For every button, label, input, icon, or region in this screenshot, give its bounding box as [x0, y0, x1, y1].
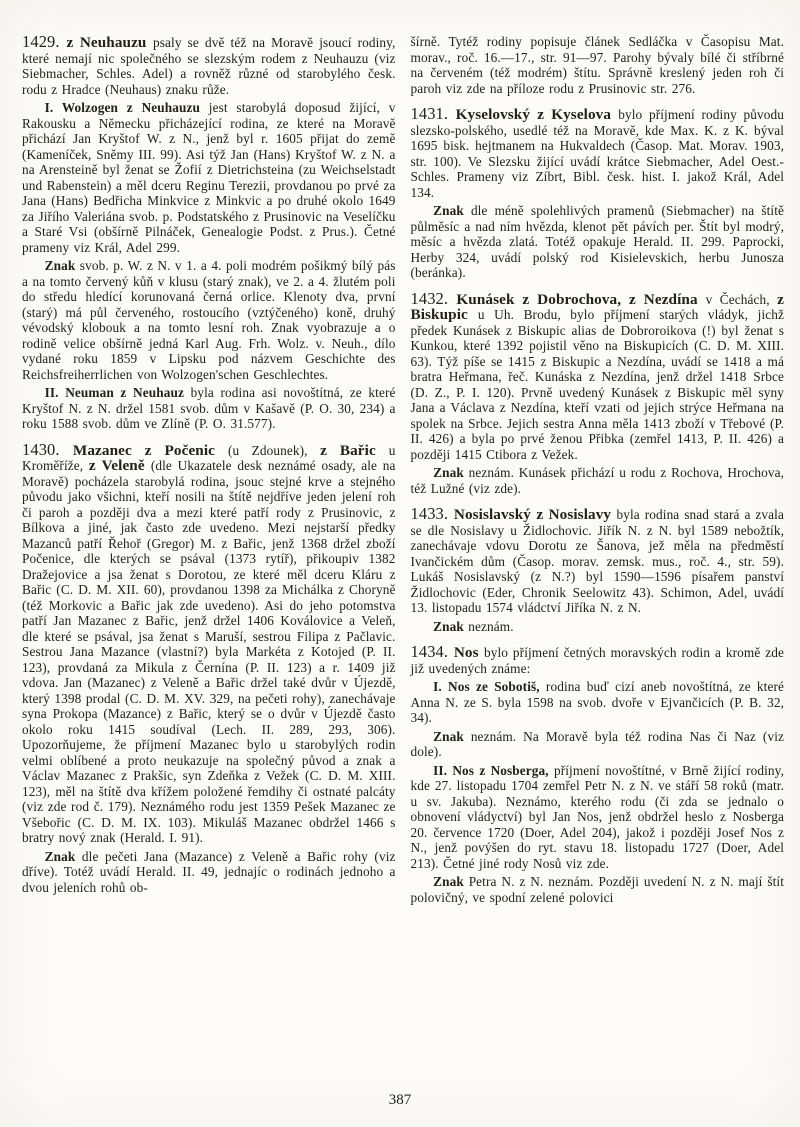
paragraph	[411, 679, 785, 726]
text-run: neznám. Kunásek přichází u rodu z Rochova, Hrochova, též Lužné (viz zde).	[410, 465, 784, 496]
entry-name: z Veleně	[88, 457, 151, 474]
entry-name: z Neuhauzu	[66, 34, 154, 51]
page-number: 387	[388, 1092, 412, 1108]
entry-number: 1431.	[410, 104, 456, 123]
bold-lead: II. Nos z Nosberga,	[433, 762, 554, 778]
text-run: rodina buď cizí aneb novoštítná, ze které Anna N. ze S. byla 1598 na svob. dvoře v Ejvančicích (P. B. 32, 34).	[410, 679, 784, 725]
entry-paragraph	[410, 288, 785, 463]
bold-lead: Znak	[433, 203, 471, 218]
paragraph	[411, 874, 785, 905]
bold-lead: Znak	[44, 258, 80, 273]
text-run: bylo příjmení rodiny původu slezsko-polského, usedlé též na Moravě, kde Max. K. z K. býval 1695 bisk. hejtmanem na Hukvaldech (Časop. Mat. Morav. 1903, str. 100). Ve Slezsku žijící uvádí krátce Siebmacher, Adel Oest.-Schles. Prameny viz Zíbrt, Bibl. česk. hist. I. jakož Král, Adel 134.	[410, 107, 784, 200]
text-run: v Čechách,	[705, 291, 778, 307]
bold-lead: I. Nos ze Sobotiš,	[433, 679, 546, 694]
text-run: bylo příjmení četných moravských rodin a kromě zde již uvedených známe:	[410, 645, 784, 676]
text-run: příjmení novoštítné, v Brně žijící rodiny, kde 27. listopadu 1704 zemřel Petr N. z N. ve stáří 58 roků (matr. u sv. Jakuba). Neznámo, kterého rodu (či zda se jednalo o obnovení vládyctví) byl Jan Nos, jenž obdržel heslo z Nosberga 20. července 1720 (Doer, Adel 204), jakož i později Josef Nos z N., jenž povýšen do ryt. stavu 18. listopadu 1727 (Doer, Adel 213). Četné jiné rody Nosů viz zde.	[410, 762, 784, 871]
paragraph	[411, 465, 785, 496]
entry-paragraph	[411, 506, 785, 616]
text-run: psaly se dvě též na Moravě jsoucí rodiny, které nemají nic společného se slezským rodem z Neuhauzu (viz Siebmacher, Schles. Adel) a rovněž různé od starobylého česk. rodu z Hradce (Neuhaus) znaku růže.	[22, 35, 396, 97]
entry-name: Kunásek z Dobrochova, z Nezdína	[456, 290, 706, 308]
entry-name: Kyselovský z Kyselova	[455, 106, 619, 123]
text-run: svob. p. W. z N. v 1. a 4. poli modrém pošikmý bílý pás a na tomto červený kůň v klusu (starý znak), ve 2. a 4. žlutém poli do středu hledící korunovaná černá orlice. Klenoty dva, první (starý) má půl červeného, rostoucího (vztýčeného) koně, druhý vévodský klobouk a na tomto lesní roh. Znak vyobrazuje a o rodině velice obšírně jedná Karl Aug. Frh. Wolz. v. Neuh., dílo vydané roku 1859 v Lipsku pod názvem Geschichte des Reichsfreiherrlichen von Wolzogen'schen Geschlechtes.	[22, 258, 396, 382]
bold-lead: Znak	[433, 618, 469, 634]
entry-name: z Biskupic	[410, 290, 784, 323]
paragraph	[411, 729, 785, 760]
text-run: neznám. Na Moravě byla též rodina Nas či Naz (viz dole).	[410, 728, 784, 759]
text-run: u Uh. Brodu, bylo příjmení starých vládyk, jichž předek Kunásek z Biskupic alias de Dobroroikova (!) byl ženat s Kunkou, které 1392 pojistil věno na Biskupicích (C. D. M. XIII. 63). Týž píše se 1415 z Biskupic a Nezdína, uvádí se 1418 a má bratra Heřmana, řeč. Kunáska z Nezdína, jenž držel 1418 Srbce (D. Z., P. I. 120). Prvně uvedený Kunásek z Biskupic měl syny Jana a Václava z Nezdína, kteří vzati od jejich strýce Heřmana na spolek na Srbce. Jejich sestra Anna měla 1413 zboží v Třebové (P. II. 426) a byla po prvé ženou Přibka (zemřel 1413, P. II. 426) a později 1415 Ctibora z Vežek.	[410, 307, 784, 462]
text-run: byla rodina asi novoštítná, ze které Kryštof N. z N. držel 1581 svob. dům v Kašavě (P. O. 30, 234) a roku 1588 svob. dům ve Zlíně (P. O. 31.577).	[22, 385, 396, 431]
bold-lead: Znak	[433, 874, 469, 889]
text-run: dle pečeti Jana (Mazance) z Veleně a Bařic rohy (viz dříve). Totéž uvádí Herald. II. 49, jednajíc o rodinách jednoho a dvou jeleních rohů ob-	[22, 848, 396, 895]
entry-name: z Bařic	[320, 441, 389, 459]
bold-lead: Znak	[433, 465, 469, 480]
entry-paragraph	[411, 644, 785, 676]
text-run: byla rodina snad stará a zvala se dle Nosislavy u Židlochovic. Jiřík N. z N. byl 1589 nebožtík, zanechávaje vdovu Dorotu ze Šanova, jež měla na předměstí Ivančickém dům (Časop. morav. zemsk. mus., roč. 4., str. 59). Lukáš Nosislavský (z N.?) byl 1590—1596 písařem panství Židlochovic (Eder, Chronik Seelowitz 43). Schimon, Adel, uvádí 13. listopadu 1574 vládctví Jiříka N. z N.	[410, 507, 784, 615]
paragraph	[22, 258, 396, 382]
paragraph	[411, 619, 785, 635]
entry-number: 1434.	[410, 642, 454, 661]
paragraph	[22, 385, 396, 432]
paragraph	[411, 34, 785, 96]
paragraph	[411, 203, 785, 281]
entry-paragraph	[22, 439, 396, 846]
text-run: neznám.	[468, 618, 514, 634]
bold-lead: II. Neuman z Neuhauz	[44, 385, 191, 400]
entry-number: 1429.	[22, 32, 67, 51]
entry-number: 1433.	[410, 504, 454, 523]
bold-lead: Znak	[433, 728, 471, 744]
entry-name: Nos	[453, 644, 484, 661]
entry-paragraph	[22, 34, 396, 97]
entry-number: 1430.	[22, 439, 73, 459]
column-left	[22, 34, 396, 905]
column-right	[411, 34, 785, 905]
entry-name: Nosislavský z Nosislavy	[453, 506, 617, 523]
text-run: dle méně spolehlivých pramenů (Siebmacher) na štítě půlměsíc a nad ním hvězda, klenot pět pávích per. Štít byl modrý, měsíc a hvězda zlatá. Totéž opakuje Herald. II. 299. Paprocki, Herby 324, uvádí polský rod Kisielevskich, herbu Junosza (beránka).	[410, 203, 784, 280]
paragraph	[411, 763, 785, 872]
text-run: (dle Ukazatele desk neznámé osady, ale na Moravě) pocházela starobylá rodina, jsouc stejné krve a stejného původu jako všichni, kteří nosili na štítě nejdříve jeden jelení roh či paroh a později dva a mezi které patří rody z Prusinovic, z Bílkova a jiné, jak často zde uvedeno. Mezi nejstarší předky Mazanců patří Řehoř (Gregor) M. z Bařic, jenž 1368 držel zboží Počenice, dle kterých se psával (1373 rytíř), přikoupiv 1382 Dražejovice a jsa ženat s Dorotou, ze které měl dceru Kláru z Bařic (C. D. M. XII. 60), provdanou 1398 za Michálka z Choryně (též Morkovic a Bařic jak zde uvedeno). Asi do jeho potomstva patří Jan Mazanec z Bařic, jenž držel 1406 Koválovice a Veleň, dle které se psával, jsa ženat s Maruší, sestrou Filipa z Pačlavic. Sestrou Jana Mazance (vlastní?) byla Markéta z Kotojed (P. II. 123), provdaná za Mikula z Černína (P. II. 123) a r. 1409 již vdova. Jan (Mazanec) z Veleně a Bařic držel také dvůr v Újezdě, který 1398 prodal (C. D. M. XV. 329, na pečeti rohy), zanechávaje syna Prokopa (Mazance) z Bařic, který se o dvůr v Újezdě často okolo roku 1415 soudíval (Lech. II. 289, 293, 306). Upozorňujeme, že příjmení Mazanec bylo u starobylých rodin velmi oblíbené a proto neukazuje na společný původ a znak a Václav Mazanec z Prakšic, syn Zdeňka z Vežek (C. D. M. XIII. 123), měl na štítě dva křížem položené řemdihy či ostnaté palcáty (viz zde rod č. 179). Neznámého rodu jest 1359 Pešek Mazanec ze Všebořic (C. D. M. IX. 103). Mikuláš Mazanec obdržel 1466 s bratry nový znak (Herald. I. 91).	[22, 458, 396, 845]
text-run: u Kroměříže,	[22, 442, 396, 473]
text-run: (u Zdounek),	[227, 442, 321, 458]
paragraph	[22, 849, 396, 896]
paragraph	[22, 100, 396, 255]
bold-lead: I. Wolzogen z Neuhauzu	[44, 100, 209, 115]
text-run: Petra N. z N. neznám. Později uvedení N. z N. mají štít polovičný, ve spodní zelené polovici	[410, 874, 784, 905]
text-run: jest starobylá doposud žijící, v Rakousku a Německu přicházející rodina, ze které na Moravě přichází Jan Kryštof W. z N., jenž byl r. 1605 přijat do země (Kameníček, Sněmy III. 99). Asi týž Jan (Hans) Kryštof W. z N. a na Arensteině byl ženat se Žofií z Dietrichsteina (zu Weichselstadt und Rabenstein) a měl dceru Reginu Terezii, provdanou po prvé za Jana (Hans) Bedřicha Minkvice z Minkvic a po druhé okolo 1649 za Jiřího Valeriána svob. p. Podstatského z Prusinovic na Veselíčku a Staré Vsi (obšírně Pilnáček, Genealogie Podst. z Prus.). Četné prameny viz Král, Adel 299.	[22, 100, 396, 255]
entry-number: 1432.	[410, 288, 457, 308]
entry-name: Mazanec z Počenic	[72, 441, 228, 459]
bold-lead: Znak	[44, 848, 82, 864]
text-run: šírně. Tytéž rodiny popisuje článek Sedláčka v Časopisu Mat. morav., roč. 16.—17., str. 91—97. Parohy bývaly bílé či stříbrné na červeném (též modrém) štítu. Správně kreslený jeden roh či paroh viz zde na příloze rodu z Prusinovic str. 276.	[410, 34, 784, 96]
entry-paragraph	[411, 106, 785, 200]
